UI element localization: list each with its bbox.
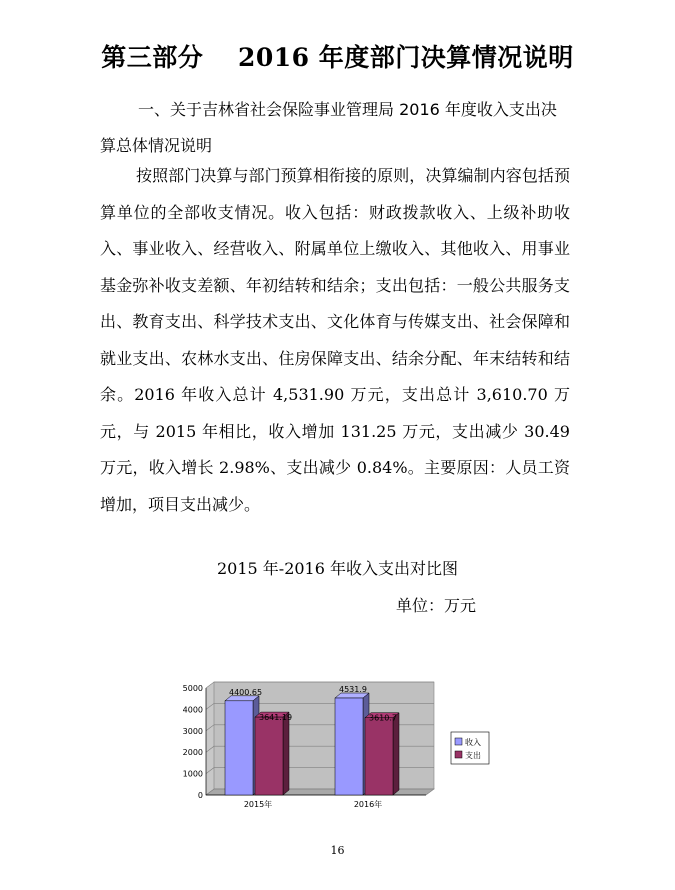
y-tick-label: 0 [197,791,203,800]
bar-收入-2016年 [335,698,363,795]
page-title: 第三部分 2016 年度部门决算情况说明 [101,43,574,72]
bar-收入-2015年 [225,701,253,795]
bar-支出-2016年 [365,718,393,795]
unit-label: 单位：万元 [396,596,477,615]
bar-side-支出-2016年 [393,713,399,795]
page-number: 16 [330,844,345,857]
chart-title: 2015 年-2016 年收入支出对比图 [216,559,459,578]
body-paragraph: 按照部门决算与部门预算相衔接的原则，决算编制内容包括预算单位的全部收支情况。收入包括：财政拨款收入、上级补助收入、事业收入、经营收入、附属单位上缴收入、其他收入、用事业基金弥补收支差额、年初结转和结余；支出包括：一般公共服务支出、教育支出、科学技术支出、文化体育与传媒支出、社会保障和就业支出、农林水支出、住房保障支出、结余分配、年末结转和结余。2016 年收入总计 4,531.90 万元，支出总计 3,610.70 万元，与 2015 年相比，收入增加 131.25 万元，支出减少 30.49 万元，收入增长 2.98%、支出减少 0.84%。主要原因：人员工资增加，项目支出减少。 [100,166,570,514]
y-tick-label: 5000 [182,684,203,693]
section-heading: 一、关于吉林省社会保险事业管理局 2016 年度收入支出决算总体情况说明 [100,100,557,155]
bar-支出-2015年 [255,717,283,795]
x-tick-label: 2015年 [243,800,273,809]
bar-side-支出-2015年 [283,712,289,795]
y-tick-label: 3000 [182,726,203,736]
legend-label-支出: 支出 [465,751,481,760]
legend-label-收入: 收入 [465,738,481,747]
x-tick-label: 2016年 [353,800,383,809]
data-label-收入-2015年: 4400.65 [229,687,263,697]
legend-swatch-收入 [455,738,462,745]
data-label-支出-2016年: 3610.7 [369,713,397,723]
y-tick-label: 4000 [182,705,203,715]
y-tick-label: 2000 [182,748,203,758]
bar-chart [176,680,496,815]
bar-chart-svg [176,680,496,815]
legend-swatch-支出 [455,751,462,758]
data-label-收入-2016年: 4531.9 [339,685,367,695]
y-tick-label: 1000 [182,769,203,779]
data-label-支出-2015年: 3641.19 [259,713,293,723]
